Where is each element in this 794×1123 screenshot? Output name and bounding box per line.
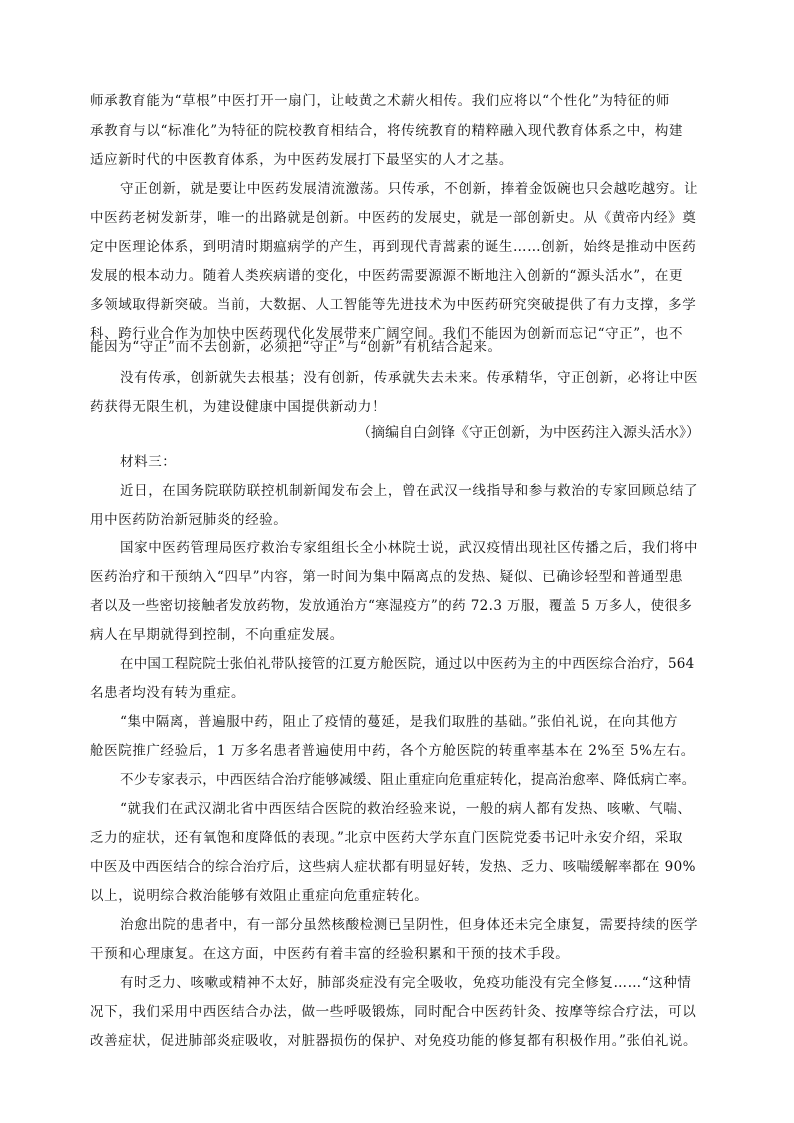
text-line: 病人在早期就得到控制，不向重症发展。 xyxy=(90,627,344,643)
text-line: 用中医药防治新冠肺炎的经验。 xyxy=(90,512,288,528)
text-line: 有时乏力、咳嗽或精神不太好，肺部炎症没有完全吸收，免疫功能没有完全修复……“这种情 xyxy=(120,975,692,991)
text-line: 承教育与以“标准化”为特征的院校教育相结合，将传统教育的精粹融入现代教育体系之中，构建 xyxy=(90,123,684,139)
text-line: 况下，我们采用中西医结合办法，做一些呼吸锻炼，同时配合中医药针灸、按摩等综合疗法，可以 xyxy=(90,1004,697,1020)
text-line: 近日，在国务院联防联控机制新闻发布会上，曾在武汉一线指导和参与救治的专家回顾总结了 xyxy=(120,483,699,499)
text-line: 改善症状，促进肺部炎症吸收，对脏器损伤的保护、对免疫功能的修复都有积极作用。”张伯礼说。 xyxy=(90,1033,698,1049)
text-line: 者以及一些密切接触者发放药物，发放通治方“寒湿疫方”的药 72.3 万服，覆盖 5 万多人，使很多 xyxy=(90,598,693,614)
text-line: 医药治疗和干预纳入“四早”内容，第一时间为集中隔离点的发热、疑似、已确诊轻型和普通型患 xyxy=(90,569,684,585)
text-line: 发展的根本动力。随着人类疾病谱的变化，中医药需要源源不断地注入创新的“源头活水”，在更 xyxy=(90,268,684,284)
text-line: “集中隔离，普遍服中药，阻止了疫情的蔓延，是我们取胜的基础。”张伯礼说，在向其他方 xyxy=(120,714,679,730)
text-line: 在中国工程院院士张伯礼带队接管的江夏方舱医院，通过以中医药为主的中西医综合治疗，564 xyxy=(120,656,695,672)
source-citation: （摘编自白剑锋《守正创新，为中医药注入源头活水》） xyxy=(357,425,700,441)
text-line: 适应新时代的中医教育体系，为中医药发展打下最坚实的人才之基。 xyxy=(90,152,513,168)
section-heading: 材料三： xyxy=(120,454,177,470)
text-line: 守正创新，就是要让中医药发展清流激荡。只传承，不创新，捧着金饭碗也只会越吃越穷。让 xyxy=(120,181,699,197)
text-line: 中医及中西医结合的综合治疗后，这些病人症状都有明显好转，发热、乏力、咳喘缓解率都在 90% xyxy=(90,859,696,875)
text-line: 药获得无限生机，为建设健康中国提供新动力！ xyxy=(90,399,387,415)
text-line: 没有传承，创新就失去根基；没有创新，传承就失去未来。传承精华，守正创新，必将让中医 xyxy=(120,370,699,386)
text-line: 舱医院推广经验后，1 万多名患者普遍使用中药，各个方舱医院的转重率基本在 2%至 5%左右。 xyxy=(90,743,695,759)
text-line: 能因为“守正”而不去创新，必须把“守正”与“创新”有机结合起来。 xyxy=(90,339,502,355)
text-line: 师承教育能为“草根”中医打开一扇门，让岐黄之术薪火相传。我们应将以“个性化”为特征的师 xyxy=(90,93,670,109)
text-line: 名患者均没有转为重症。 xyxy=(90,685,246,701)
text-line: 中医药老树发新芽，唯一的出路就是创新。中医药的发展史，就是一部创新史。从《黄帝内经》奠 xyxy=(90,210,697,226)
text-line: “就我们在武汉湖北省中西医结合医院的救治经验来说，一般的病人都有发热、咳嗽、气喘、 xyxy=(120,801,692,817)
text-line: 乏力的症状，还有氧饱和度降低的表现。”北京中医药大学东直门医院党委书记叶永安介绍，采取 xyxy=(90,830,683,846)
text-line: 科、跨行业合作为加快中医药现代化发展带来广阔空间。我们不能因为创新而忘记“守正”，也不 xyxy=(90,326,684,342)
text-line: 多领域取得新突破。当前，大数据、人工智能等先进技术为中医药研究突破提供了有力支撑，多学 xyxy=(90,297,697,313)
text-line: 以上，说明综合救治能够有效阻止重症向危重症转化。 xyxy=(90,888,429,904)
text-line: 干预和心理康复。在这方面，中医药有着丰富的经验积累和干预的技术手段。 xyxy=(90,946,570,962)
text-line: 治愈出院的患者中，有一部分虽然核酸检测已呈阴性，但身体还未完全康复，需要持续的医学 xyxy=(120,917,699,933)
text-line: 不少专家表示，中西医结合治疗能够减缓、阻止重症向危重症转化，提高治愈率、降低病亡率。 xyxy=(120,772,696,788)
text-line: 定中医理论体系，到明清时期瘟病学的产生，再到现代青蒿素的诞生……创新，始终是推动中医药 xyxy=(90,239,697,255)
text-line: 国家中医药管理局医疗救治专家组组长全小林院士说，武汉疫情出现社区传播之后，我们将中 xyxy=(120,540,699,556)
